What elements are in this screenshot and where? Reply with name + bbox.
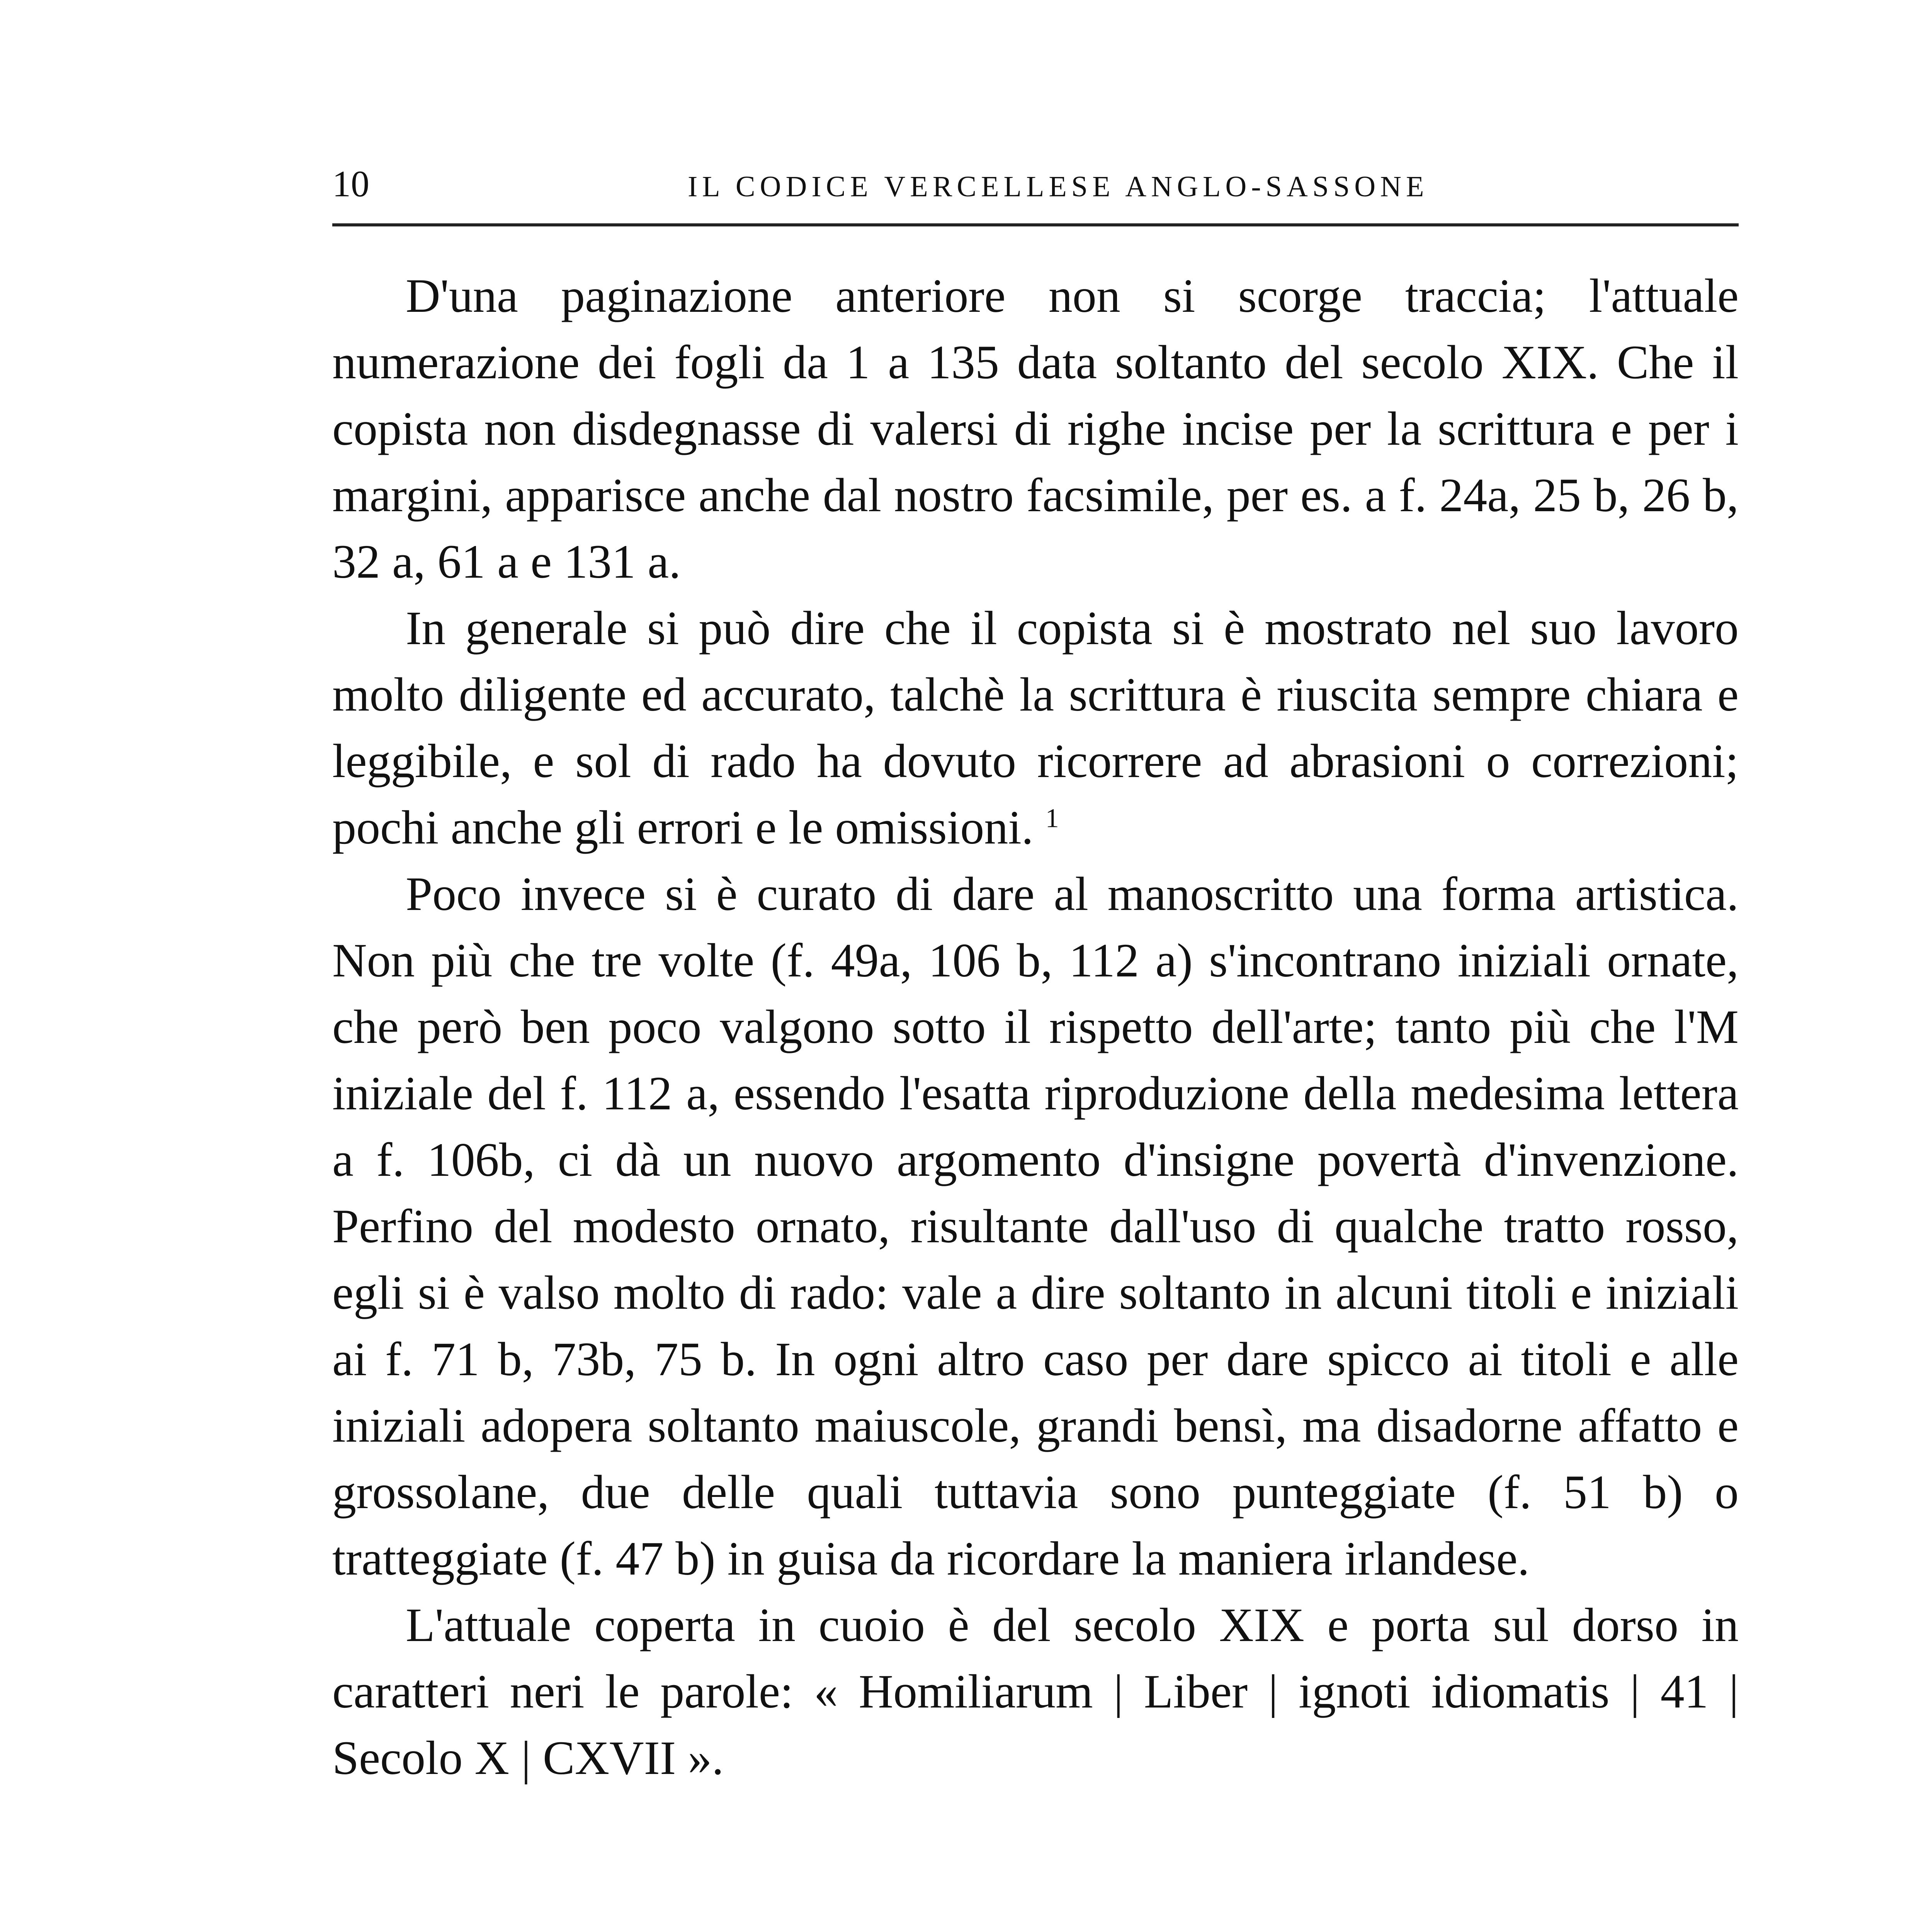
footnote-marker: 1 bbox=[1045, 803, 1059, 833]
header-rule bbox=[332, 223, 1739, 226]
paragraph-2: In generale si può dire che il copista si è mostrato nel suo lavoro molto diligente ed accurato, talchè la scrittura è riuscita sempre chiara e leggibile, e sol di rado ha dovuto ricorrere ad abrasioni o correzioni; pochi anche gli errori e le omissioni. $^1$ bbox=[332, 602, 1739, 854]
running-title: IL CODICE VERCELLESE ANGLO-SASSONE bbox=[688, 170, 1429, 203]
paragraph-4: L'attuale coperta in cuoio è del secolo XIX e porta sul dorso in caratteri neri le parole: « Homiliarum | Liber | ignoti idiomatis | 41 | Secolo X | CXVII ». bbox=[332, 1599, 1739, 1784]
page-number: 10 bbox=[332, 163, 369, 204]
paragraph-3: Poco invece si è curato di dare al manoscritto una forma artistica. Non più che tre volte (f. 49a, 106 b, 112 a) s'incontrano iniziali ornate, che però ben poco valgono sotto il rispetto dell'arte; tanto più che l'M iniziale del f. 112 a, essendo l'esatta riproduzione della medesima lettera a f. 106b, ci dà un nuovo argomento d'insigne povertà d'invenzione. Perfino del modesto ornato, risultante dall'uso di qualche tratto rosso, egli si è valso molto di rado: vale a dire soltanto in alcuni titoli e iniziali ai f. 71 b, 73b, 75 b. In ogni altro caso per dare spicco ai titoli e alle iniziali adopera soltanto maiuscole, grandi bensì, ma disadorne affatto e grossolane, due delle quali tuttavia sono punteggiate (f. 51 b) o tratteggiate (f. 47 b) in guisa da ricordare la maniera irlandese. bbox=[332, 867, 1739, 1585]
main-text bbox=[332, 263, 1739, 1791]
paragraph-1: D'una paginazione anteriore non si scorge traccia; l'attuale numerazione dei fogli da 1 a 135 data soltanto del secolo XIX. Che il copista non disdegnasse di valersi di righe incise per la scrittura e per i margini, apparisce anche dal nostro facsimile, per es. a f. 24a, 25 b, 26 b, 32 a, 61 a e 131 a. bbox=[332, 269, 1739, 588]
